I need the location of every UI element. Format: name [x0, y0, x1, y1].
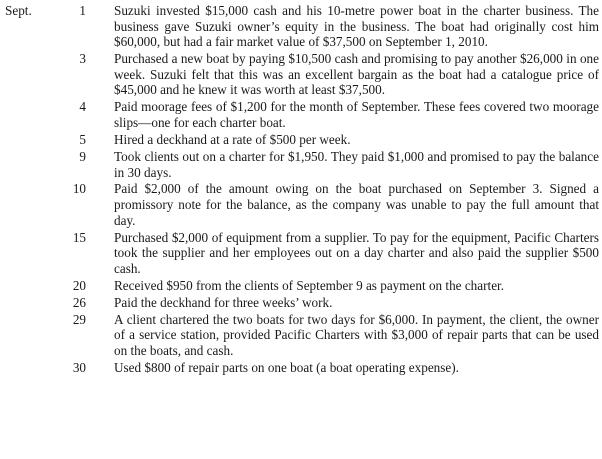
- transaction-description: Purchased a new boat by paying $10,500 cash and promising to pay another $26,000 in one week. Suzuki felt that this was an excellent bargain as the boat had a catalogue price of $45,000 and he knew it was worth at least $37,500.: [114, 51, 599, 98]
- transaction-entry: [0, 181, 602, 228]
- transaction-day: 9: [79, 148, 86, 164]
- transaction-day: 10: [72, 181, 86, 197]
- transaction-entry: [0, 312, 602, 359]
- transaction-entry: [0, 3, 602, 50]
- transaction-description: Suzuki invested $15,000 cash and his 10-metre power boat in the charter business. The business gave Suzuki owner’s equity in the business. The boat had originally cost him $60,000, but had a fair market value of $37,500 on September 1, 2010.: [114, 3, 599, 50]
- transaction-day: 5: [79, 131, 86, 147]
- transaction-day: 4: [79, 99, 86, 115]
- transaction-day: 29: [72, 311, 86, 327]
- transaction-day: 26: [72, 294, 86, 310]
- transaction-entry: [0, 360, 602, 376]
- transaction-day: 20: [72, 277, 86, 293]
- transaction-description: Paid the deckhand for three weeks’ work.: [114, 294, 333, 310]
- transaction-entry: [0, 295, 602, 311]
- transaction-entry: [0, 149, 602, 180]
- transaction-description: Received $950 from the clients of September 9 as payment on the charter.: [114, 277, 505, 293]
- transaction-description: Paid $2,000 of the amount owing on the boat purchased on September 3. Signed a promissory note for the balance, as the company was unable to pay the full amount that day.: [114, 181, 599, 228]
- transaction-description: Paid moorage fees of $1,200 for the month of September. These fees covered two moorage slips—one for each charter boat.: [114, 99, 599, 130]
- transaction-entry: [0, 278, 602, 294]
- transaction-entry: [0, 51, 602, 98]
- transaction-entry: [0, 99, 602, 130]
- transaction-description: A client chartered the two boats for two days for $6,000. In payment, the client, the owner of a service station, provided Pacific Charters with $3,000 of repair parts that can be used on the boats, and cash.: [114, 311, 599, 358]
- transaction-description: Purchased $2,000 of equipment from a supplier. To pay for the equipment, Pacific Charters took the supplier and her employees out on a day charter and also paid the supplier $500 cash.: [114, 229, 599, 276]
- transaction-day: 3: [79, 51, 86, 67]
- transaction-day: 30: [72, 359, 86, 375]
- transaction-description: Took clients out on a charter for $1,950. They paid $1,000 and promised to pay the balance in 30 days.: [114, 148, 599, 180]
- transaction-entries: [0, 3, 602, 377]
- month-label: Sept.: [5, 3, 32, 18]
- transaction-entry: [0, 132, 602, 148]
- transaction-description: Hired a deckhand at a rate of $500 per week.: [114, 131, 351, 147]
- transaction-entry: [0, 230, 602, 277]
- transaction-day: 15: [72, 229, 86, 245]
- transaction-day: 1: [79, 3, 86, 18]
- transaction-description: Used $800 of repair parts on one boat (a boat operating expense).: [114, 359, 459, 375]
